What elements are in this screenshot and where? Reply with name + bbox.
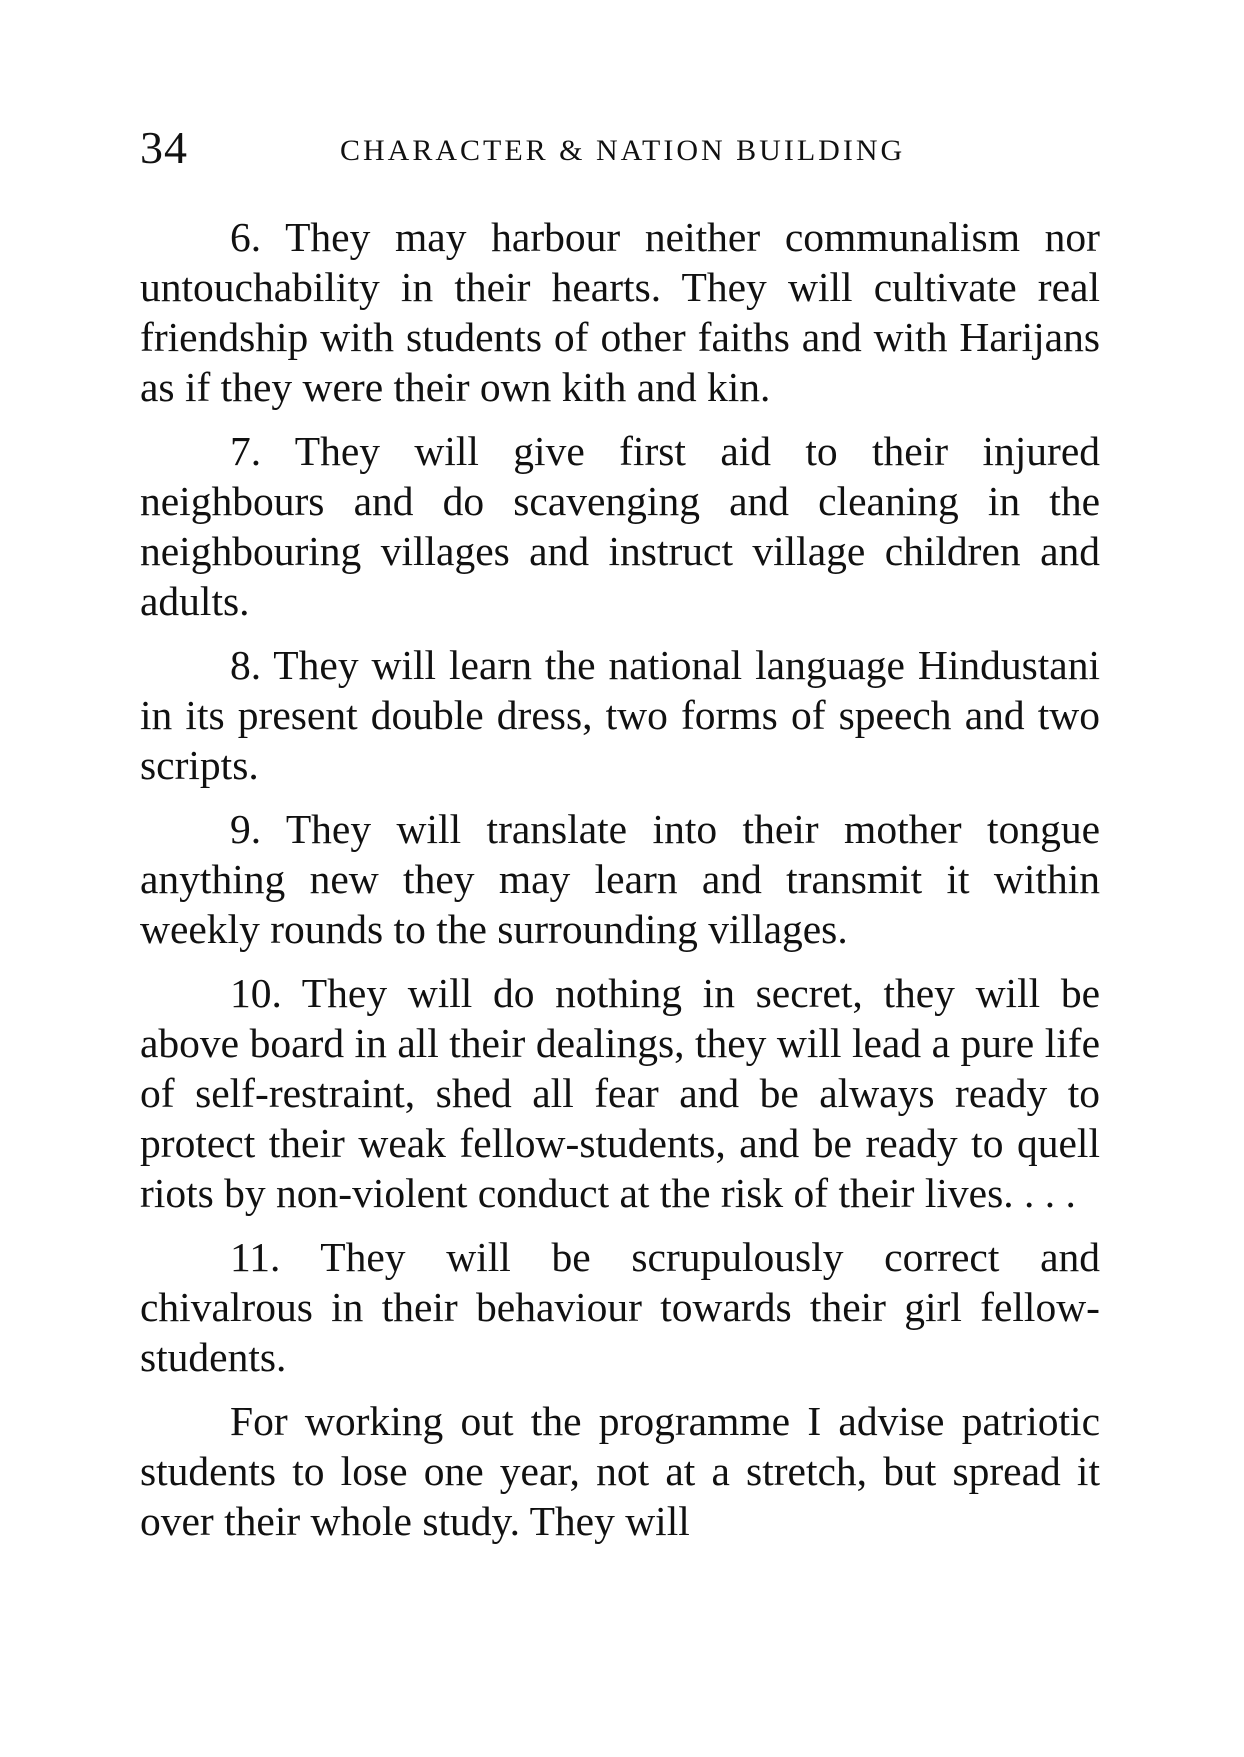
paragraph-item-6: 6. They may harbour neither communalism nor untouchability in their hearts. They will cultivate real friendship with students of other faiths and with Harijans as if they were their own kith and kin. <box>140 214 1100 410</box>
page-header <box>140 118 1100 178</box>
body-text <box>140 212 1100 1546</box>
paragraph-item-9: 9. They will translate into their mother tongue anything new they may learn and transmit it within weekly rounds to the surrounding villages. <box>140 806 1100 952</box>
paragraph-item-11: 11. They will be scrupulously correct and chivalrous in their behaviour towards their girl fellow-students. <box>140 1234 1100 1380</box>
paragraph-item-8: 8. They will learn the national language Hindustani in its present double dress, two forms of speech and two scripts. <box>140 642 1100 788</box>
page-number: 34 <box>140 122 188 173</box>
paragraph-programme: For working out the programme I advise patriotic students to lose one year, not at a stretch, but spread it over their whole study. They will <box>140 1398 1100 1544</box>
paragraph-item-10: 10. They will do nothing in secret, they will be above board in all their dealings, they will lead a pure life of self-restraint, shed all fear and be always ready to protect their weak fellow-students, and be ready to quell riots by non-violent conduct at the risk of their lives. . . . <box>140 970 1100 1216</box>
paragraph-item-7: 7. They will give first aid to their injured neighbours and do scavenging and cleaning in the neighbouring villages and instruct village children and adults. <box>140 428 1100 624</box>
running-head: CHARACTER & NATION BUILDING <box>340 134 906 167</box>
